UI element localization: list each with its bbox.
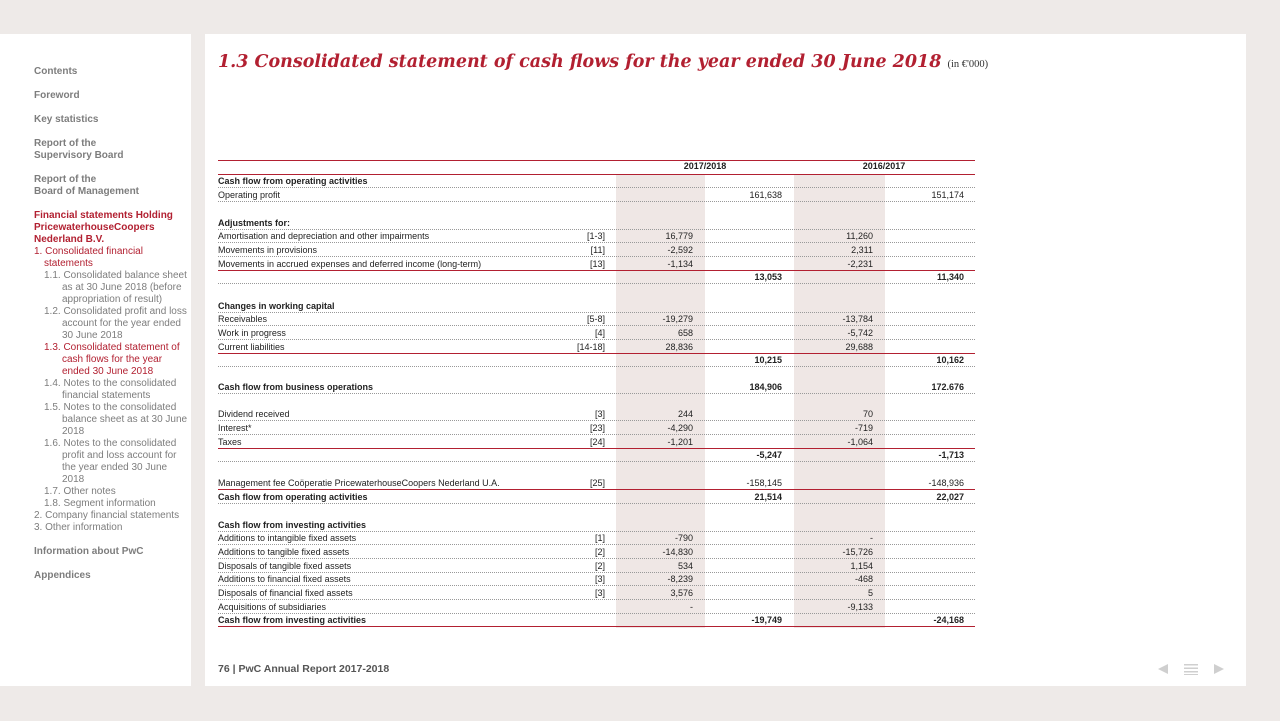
row-label: Additions to financial fixed assets <box>218 574 351 584</box>
value-2018-total: 161,638 <box>749 190 782 200</box>
column-header-2017: 2016/2017 <box>862 161 906 171</box>
toc-1-1[interactable] <box>34 270 191 306</box>
note-ref: [3] <box>594 574 605 584</box>
table-row <box>218 614 975 626</box>
toc-label: 1.1. Consolidated balance sheet as at 30 June 2018 (before appropriation of result) <box>44 270 187 305</box>
value-2017-detail: 11,260 <box>846 231 873 241</box>
total-rule <box>218 626 975 627</box>
table-row <box>218 477 975 489</box>
value-2018-detail: -1,134 <box>667 259 693 269</box>
value-2017-total: 11,340 <box>936 272 964 282</box>
table-row <box>218 449 975 461</box>
page-footer: 76 | PwC Annual Report 2017-2018 <box>218 663 390 675</box>
value-2017-total: -148,936 <box>928 478 964 488</box>
sidebar-toc <box>0 34 191 686</box>
table-row <box>218 491 975 503</box>
note-ref: [5-8] <box>586 314 605 324</box>
toc-label-line: Financial statements Holding <box>34 210 173 221</box>
table-row <box>218 422 975 434</box>
table-row <box>218 300 975 312</box>
value-2018-total: -19,749 <box>751 615 782 625</box>
table-row <box>218 230 975 242</box>
row-label: Acquisitions of subsidiaries <box>218 602 327 612</box>
table-row <box>218 189 975 201</box>
note-ref: [3] <box>594 409 605 419</box>
table-row <box>218 341 975 353</box>
cash-flow-table <box>218 34 975 686</box>
toc-consolidated-fs[interactable] <box>34 246 191 270</box>
toc-contents[interactable]: Contents <box>34 66 78 77</box>
value-2018-detail: -14,830 <box>662 547 693 557</box>
row-rule <box>218 242 975 243</box>
row-label: Cash flow from investing activities <box>218 520 367 530</box>
value-2018-detail: 658 <box>677 328 693 338</box>
note-ref: [2] <box>594 561 605 571</box>
triangle-left-icon[interactable] <box>1156 662 1170 676</box>
value-2018-detail: -8,239 <box>667 574 693 584</box>
row-label: Dividend received <box>218 409 290 419</box>
toc-label-line: Supervisory Board <box>34 150 124 161</box>
row-rule <box>218 325 975 326</box>
table-row <box>218 271 975 283</box>
value-2018-detail: - <box>690 602 693 612</box>
table-row <box>218 244 975 256</box>
value-2018-detail: 28,836 <box>665 342 693 352</box>
page-navigation <box>1156 662 1226 676</box>
row-label: Disposals of financial fixed assets <box>218 588 353 598</box>
value-2017-detail: -5,742 <box>847 328 873 338</box>
value-2018-total: 184,906 <box>749 382 782 392</box>
value-2017-detail: -2,231 <box>847 259 873 269</box>
value-2017-detail: -468 <box>854 574 873 584</box>
table-row <box>218 546 975 558</box>
value-2018-detail: 3,576 <box>670 588 693 598</box>
row-label: Changes in working capital <box>218 301 335 311</box>
row-label: Amortisation and depreciation and other impairments <box>218 231 430 241</box>
table-row <box>218 327 975 339</box>
value-2017-detail: -13,784 <box>842 314 873 324</box>
value-2017-total: 172.676 <box>931 382 964 392</box>
row-rule <box>218 599 975 600</box>
toc-information-pwc[interactable]: Information about PwC <box>34 546 144 557</box>
toc-label: 1.2. Consolidated profit and loss account for the year ended 30 June 2018 <box>44 306 187 341</box>
toc-report-board-management[interactable] <box>34 174 191 198</box>
table-row <box>218 175 975 187</box>
toc-label-line: Report of the <box>34 174 97 185</box>
row-rule <box>218 339 975 340</box>
value-2017-total: 22,027 <box>936 492 964 502</box>
value-2017-total: 151,174 <box>931 190 964 200</box>
table-row <box>218 381 975 393</box>
row-label: Movements in accrued expenses and deferred income (long-term) <box>218 259 482 269</box>
toc-label: 1.3. Consolidated statement of cash flows for the year ended 30 June 2018 <box>44 342 180 377</box>
value-2018-detail: 16,779 <box>665 231 693 241</box>
note-ref: [4] <box>594 328 605 338</box>
value-2018-detail: -19,279 <box>662 314 693 324</box>
row-label: Disposals of tangible fixed assets <box>218 561 352 571</box>
toc-label-line: Report of the <box>34 138 97 149</box>
row-rule <box>218 283 975 284</box>
toc-1-7[interactable] <box>34 486 191 498</box>
row-rule <box>218 201 975 202</box>
value-2017-total: 10,162 <box>936 355 964 365</box>
toc-label-line: Nederland B.V. <box>34 234 105 245</box>
toc-label: 1. Consolidated financial statements <box>34 246 143 269</box>
note-ref: [1] <box>594 533 605 543</box>
value-2017-detail: -719 <box>854 423 873 433</box>
row-label: Cash flow from operating activities <box>218 176 368 186</box>
toc-1-6[interactable] <box>34 438 191 486</box>
row-rule <box>218 461 975 462</box>
row-rule <box>218 503 975 504</box>
value-2017-detail: -1,064 <box>847 437 873 447</box>
table-row <box>218 217 975 229</box>
table-row <box>218 573 975 585</box>
note-ref: [14-18] <box>576 342 605 352</box>
page-title-text: 1.3 Consolidated statement of cash flows for the year ended 30 June 2018 <box>218 52 942 72</box>
note-ref: [11] <box>590 245 605 255</box>
row-label: Receivables <box>218 314 268 324</box>
toc-1-8[interactable] <box>34 498 191 510</box>
toc-company-fs[interactable] <box>34 510 191 522</box>
toc-label: 1.8. Segment information <box>44 498 156 509</box>
value-2017-detail: 2,311 <box>851 245 873 255</box>
column-header-2018: 2017/2018 <box>683 161 727 171</box>
row-label: Interest* <box>218 423 252 433</box>
note-ref: [2] <box>594 547 605 557</box>
value-2017-detail: -15,726 <box>842 547 873 557</box>
value-2018-total: -5,247 <box>756 450 782 460</box>
table-row <box>218 313 975 325</box>
value-2018-detail: -1,201 <box>667 437 693 447</box>
note-ref: [3] <box>594 588 605 598</box>
value-2018-total: 21,514 <box>754 492 782 502</box>
value-2018-detail: 534 <box>677 561 693 571</box>
row-label: Adjustments for: <box>218 218 290 228</box>
value-2017-total: -1,713 <box>938 450 964 460</box>
value-2018-total: 10,215 <box>754 355 782 365</box>
toc-financial-statements[interactable] <box>34 210 191 246</box>
row-rule <box>218 585 975 586</box>
table-row <box>218 560 975 572</box>
row-rule <box>218 187 975 188</box>
spacer <box>34 534 191 546</box>
value-2017-detail: 1,154 <box>850 561 873 571</box>
table-row <box>218 519 975 531</box>
page-title-unit: (in €'000) <box>947 59 989 70</box>
row-label: Operating profit <box>218 190 281 200</box>
toc-report-supervisory-board[interactable] <box>34 138 191 162</box>
toc-label: 1.6. Notes to the consolidated profit and loss account for the year ended 30 June 2018 <box>44 438 177 485</box>
row-label: Management fee Coöperatie PricewaterhouseCoopers Nederland U.A. <box>218 478 500 488</box>
note-ref: [23] <box>589 423 605 433</box>
value-2018-detail: 244 <box>677 409 693 419</box>
value-2017-detail: - <box>870 533 873 543</box>
table-row <box>218 601 975 613</box>
note-ref: [13] <box>589 259 605 269</box>
row-label: Movements in provisions <box>218 245 318 255</box>
value-2018-detail: -4,290 <box>667 423 693 433</box>
menu-lines-icon[interactable] <box>1184 662 1198 676</box>
toc-label: 2. Company financial statements <box>34 510 180 521</box>
row-label: Additions to intangible fixed assets <box>218 533 357 543</box>
document-page <box>205 34 1246 686</box>
table-row <box>218 587 975 599</box>
toc-1-2[interactable] <box>34 306 191 342</box>
row-label: Taxes <box>218 437 242 447</box>
value-2017-detail: 70 <box>862 409 873 419</box>
row-label: Current liabilities <box>218 342 285 352</box>
toc-1-5[interactable] <box>34 402 191 438</box>
table-row <box>218 408 975 420</box>
row-rule <box>218 256 975 257</box>
value-2017-total: -24,168 <box>933 615 964 625</box>
row-label: Work in progress <box>218 328 286 338</box>
triangle-right-icon[interactable] <box>1212 662 1226 676</box>
value-2018-total: -158,145 <box>746 478 782 488</box>
row-label: Cash flow from operating activities <box>218 492 368 502</box>
row-label: Additions to tangible fixed assets <box>218 547 350 557</box>
row-label: Cash flow from investing activities <box>218 615 367 625</box>
table-row <box>218 258 975 270</box>
note-ref: [24] <box>589 437 605 447</box>
total-rule <box>218 489 975 490</box>
row-label: Cash flow from business operations <box>218 382 374 392</box>
toc-1-4[interactable] <box>34 378 191 402</box>
value-2017-detail: -9,133 <box>847 602 873 612</box>
toc-appendices[interactable]: Appendices <box>34 570 91 581</box>
toc-label: 3. Other information <box>34 522 123 533</box>
toc-other-information[interactable] <box>34 522 191 534</box>
value-2018-detail: -2,592 <box>667 245 693 255</box>
row-rule <box>218 366 975 367</box>
toc-label: 1.4. Notes to the consolidated financial statements <box>44 378 177 401</box>
toc-label: 1.7. Other notes <box>44 486 116 497</box>
value-2018-detail: -790 <box>674 533 693 543</box>
value-2017-detail: 5 <box>867 588 873 598</box>
value-2017-detail: 29,688 <box>845 342 873 352</box>
table-row <box>218 354 975 366</box>
row-rule <box>218 544 975 545</box>
value-2018-total: 13,053 <box>754 272 782 282</box>
toc-key-statistics[interactable]: Key statistics <box>34 114 99 125</box>
toc-foreword[interactable]: Foreword <box>34 90 80 101</box>
toc-label-line: Board of Management <box>34 186 140 197</box>
note-ref: [1-3] <box>586 231 605 241</box>
toc-1-3[interactable] <box>34 342 191 378</box>
row-rule <box>218 420 975 421</box>
toc-label: 1.5. Notes to the consolidated balance sheet as at 30 June 2018 <box>44 402 188 437</box>
row-rule <box>218 393 975 394</box>
row-rule <box>218 434 975 435</box>
table-row <box>218 436 975 448</box>
toc-label-line: PricewaterhouseCoopers <box>34 222 155 233</box>
row-rule <box>218 558 975 559</box>
table-row <box>218 532 975 544</box>
note-ref: [25] <box>589 478 605 488</box>
